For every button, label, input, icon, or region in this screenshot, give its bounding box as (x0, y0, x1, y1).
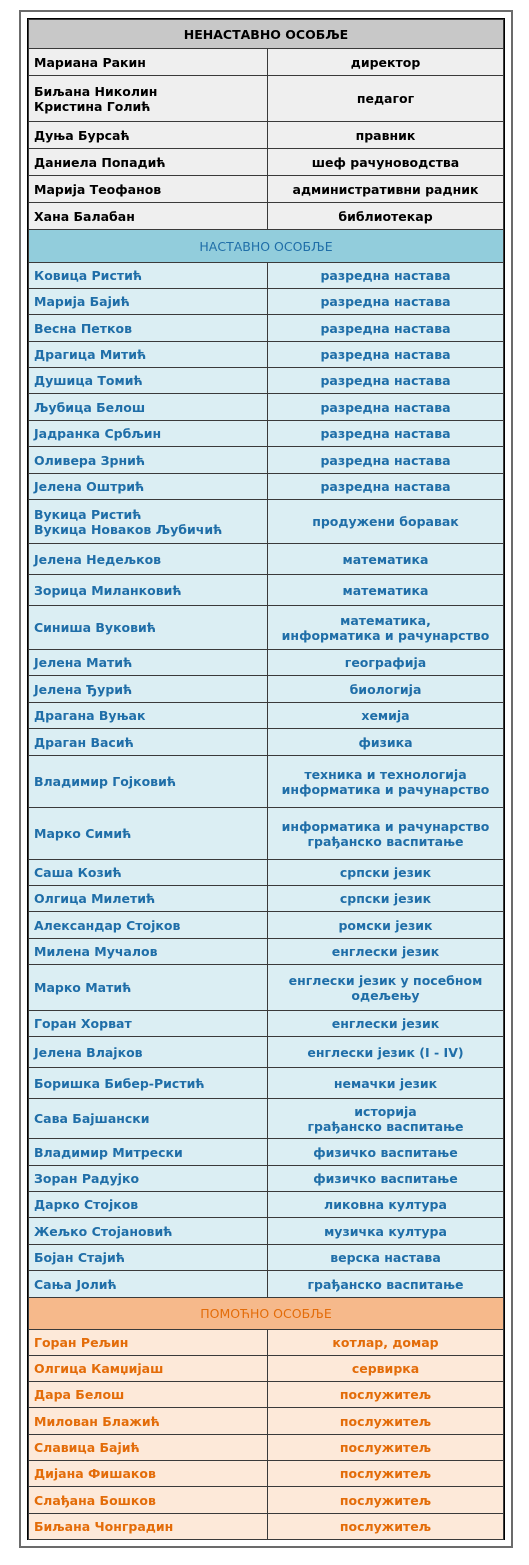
staff-role (268, 1218, 504, 1245)
staff-name-line: Вукица Ристић (34, 506, 142, 522)
staff-name (29, 1408, 268, 1435)
table-row (29, 1408, 504, 1435)
staff-name-line: Саша Козић (34, 865, 122, 880)
staff-role-line: хемија (361, 708, 410, 723)
staff-name-line: Јелена Недељков (34, 551, 162, 567)
staff-role (268, 1356, 504, 1382)
table-row (29, 203, 504, 230)
staff-name (29, 1356, 268, 1382)
staff-name-line: Оливера Зрнић (34, 452, 146, 468)
staff-role (268, 263, 504, 289)
staff-name (29, 1514, 268, 1540)
table-row (29, 860, 504, 886)
staff-name-line: Хана Балабан (34, 208, 135, 224)
staff-name-line: Милован Блажић (34, 1413, 160, 1429)
staff-name (29, 676, 268, 703)
table-row (29, 650, 504, 676)
staff-role-line: послужитељ (339, 1440, 432, 1455)
staff-name-line: Зоран Радујко (34, 1171, 140, 1186)
staff-name-line: Горан Рељин (34, 1335, 129, 1350)
table-row (29, 965, 504, 1011)
staff-name-line: Вукица Новаков Љубичић (34, 521, 223, 537)
staff-role-line: разредна настава (320, 399, 451, 415)
table-row (29, 1514, 504, 1540)
staff-name-line: Дијана Фишаков (34, 1466, 156, 1481)
table-row (29, 500, 504, 544)
staff-role-line: музичка култура (324, 1223, 447, 1239)
table-row (29, 1139, 504, 1166)
staff-table-inner (27, 18, 505, 1540)
section-title: ПОМОЋНО ОСОБЉЕ (29, 1298, 504, 1330)
staff-name-line: Биљана Николин (34, 83, 158, 99)
table-row (29, 394, 504, 421)
staff-name (29, 1011, 268, 1037)
staff-role-line: верска настава (330, 1250, 441, 1265)
section-title: НЕНАСТАВНО ОСОБЉЕ (29, 20, 504, 49)
staff-role (268, 289, 504, 315)
staff-name-line: Марија Бајић (34, 294, 130, 309)
staff-role-line: послужитељ (339, 1387, 432, 1402)
staff-role-line: математика, (340, 612, 431, 628)
staff-role (268, 1139, 504, 1166)
staff-name (29, 263, 268, 289)
staff-name-line: Драган Васић (34, 734, 134, 750)
table-row (29, 729, 504, 756)
staff-name-line: Боришка Бибер-Ристић (34, 1075, 205, 1091)
staff-name (29, 912, 268, 939)
table-row (29, 1218, 504, 1245)
staff-role-line: послужитељ (339, 1492, 432, 1508)
staff-name-line: Јелена Оштрић (34, 479, 145, 494)
staff-role (268, 1011, 504, 1037)
staff-name (29, 1330, 268, 1356)
staff-role (268, 1166, 504, 1192)
staff-name-line: Сава Бајшански (34, 1111, 150, 1126)
staff-name (29, 1192, 268, 1218)
staff-role (268, 203, 504, 230)
table-row (29, 421, 504, 447)
staff-role (268, 544, 504, 575)
staff-name (29, 1382, 268, 1408)
table-row (29, 1166, 504, 1192)
table-row (29, 1037, 504, 1068)
staff-role (268, 315, 504, 342)
table-row (29, 176, 504, 203)
staff-name-line: Слађана Бошков (34, 1492, 156, 1508)
section-header-teach (29, 230, 504, 263)
table-row (29, 756, 504, 808)
staff-name-line: Марко Симић (34, 826, 132, 841)
staff-role-line: разредна настава (320, 268, 451, 283)
staff-role (268, 756, 504, 808)
table-row (29, 342, 504, 368)
staff-role-line: ликовна култура (324, 1197, 447, 1212)
staff-name (29, 965, 268, 1011)
staff-name (29, 474, 268, 500)
section-header-non (29, 20, 504, 49)
staff-name (29, 1435, 268, 1461)
staff-role-line: разредна настава (320, 452, 451, 468)
table-row (29, 289, 504, 315)
staff-name-line: Весна Петков (34, 320, 133, 336)
staff-role (268, 1099, 504, 1139)
staff-name (29, 49, 268, 76)
staff-role (268, 676, 504, 703)
staff-name (29, 729, 268, 756)
staff-role-line: информатика и рачунарство (281, 818, 490, 834)
table-row (29, 676, 504, 703)
staff-role-line: историја (354, 1103, 417, 1119)
staff-role-line: грађанско васпитање (307, 1118, 464, 1134)
staff-name (29, 1099, 268, 1139)
staff-role (268, 1245, 504, 1271)
table-row (29, 808, 504, 860)
staff-role (268, 1068, 504, 1099)
staff-role (268, 394, 504, 421)
staff-role (268, 703, 504, 729)
staff-name (29, 203, 268, 230)
staff-role-line: продужени боравак (312, 514, 459, 529)
staff-name-line: Дуња Бурсаћ (34, 127, 130, 143)
table-row (29, 1099, 504, 1139)
table-row (29, 1461, 504, 1487)
staff-name-line: Јелена Матић (34, 655, 133, 670)
section-title: НАСТАВНО ОСОБЉЕ (29, 230, 504, 263)
staff-name-line: Драгица Митић (34, 347, 147, 362)
staff-role-line: послужитељ (339, 1466, 432, 1481)
table-row (29, 575, 504, 606)
staff-name-line: Владимир Митрески (34, 1144, 183, 1160)
table-row (29, 368, 504, 394)
staff-role-line: енглески језик у посебном (288, 972, 483, 988)
staff-name (29, 1245, 268, 1271)
staff-role-line: енглески језик (331, 944, 440, 959)
staff-role (268, 122, 504, 149)
staff-name (29, 606, 268, 650)
staff-role (268, 912, 504, 939)
staff-role (268, 500, 504, 544)
table-row (29, 447, 504, 474)
staff-role-line: физика (358, 734, 413, 750)
staff-role (268, 1382, 504, 1408)
staff-role-line: одељењу (351, 987, 420, 1003)
staff-name (29, 176, 268, 203)
staff-role-line: географија (344, 655, 427, 670)
staff-role-line: математика (342, 582, 429, 598)
staff-name (29, 1166, 268, 1192)
staff-name-line: Јелена Влајков (34, 1044, 143, 1060)
staff-role (268, 1487, 504, 1514)
staff-role-line: разредна настава (320, 320, 451, 336)
staff-name (29, 650, 268, 676)
staff-role (268, 176, 504, 203)
staff-name (29, 368, 268, 394)
staff-name-line: Душица Томић (34, 373, 143, 388)
staff-name (29, 544, 268, 575)
table-row (29, 939, 504, 965)
staff-role-line: педагог (356, 91, 415, 106)
staff-role-line: српски језик (339, 891, 432, 906)
staff-role (268, 860, 504, 886)
staff-name (29, 447, 268, 474)
table-row (29, 1245, 504, 1271)
staff-name (29, 886, 268, 912)
staff-role-line: грађанско васпитање (307, 1276, 464, 1292)
staff-role (268, 1435, 504, 1461)
staff-name-line: Жељко Стојановић (34, 1223, 173, 1239)
staff-name-line: Биљана Чонградин (34, 1519, 174, 1534)
staff-role-line: информатика и рачунарство (281, 627, 490, 643)
staff-name-line: Зорица Миланковић (34, 582, 182, 598)
staff-role (268, 1271, 504, 1298)
staff-name (29, 76, 268, 122)
staff-table (28, 19, 504, 1540)
staff-name (29, 1487, 268, 1514)
staff-name-line: Олгица Камџијаш (34, 1361, 164, 1376)
staff-role-line: техника и технологија (304, 766, 467, 782)
staff-role-line: биологија (349, 681, 422, 697)
staff-role-line: српски језик (339, 865, 432, 880)
staff-name (29, 1068, 268, 1099)
staff-role-line: физичко васпитање (313, 1171, 458, 1186)
staff-name (29, 342, 268, 368)
staff-role-line: енглески језик (I - IV) (307, 1044, 464, 1060)
staff-name (29, 575, 268, 606)
staff-role (268, 939, 504, 965)
staff-name (29, 703, 268, 729)
staff-role (268, 729, 504, 756)
table-row (29, 1192, 504, 1218)
staff-name (29, 1037, 268, 1068)
staff-name (29, 289, 268, 315)
staff-table-frame (19, 10, 513, 1548)
staff-role (268, 421, 504, 447)
staff-name-line: Горан Хорват (34, 1016, 132, 1031)
table-row (29, 149, 504, 176)
staff-role (268, 606, 504, 650)
staff-role-line: енглески језик (331, 1016, 440, 1031)
staff-name (29, 1461, 268, 1487)
staff-name-line: Милена Мучалов (34, 944, 158, 959)
staff-role (268, 149, 504, 176)
table-row (29, 315, 504, 342)
staff-role (268, 886, 504, 912)
staff-role (268, 808, 504, 860)
staff-name (29, 1218, 268, 1245)
staff-name (29, 122, 268, 149)
staff-role-line: послужитељ (339, 1413, 432, 1429)
table-row (29, 1330, 504, 1356)
staff-role-line: правник (355, 127, 416, 143)
staff-role (268, 49, 504, 76)
staff-role-line: библиотекар (338, 208, 433, 224)
staff-role-line: шеф рачуноводства (311, 154, 460, 170)
staff-role-line: директор (350, 54, 421, 70)
staff-role (268, 575, 504, 606)
staff-role (268, 650, 504, 676)
staff-role-line: грађанско васпитање (307, 833, 464, 849)
staff-role (268, 1330, 504, 1356)
staff-name-line: Синиша Вуковић (34, 620, 156, 635)
staff-name (29, 315, 268, 342)
table-row (29, 1068, 504, 1099)
staff-name-line: Бојан Стајић (34, 1250, 125, 1265)
staff-role (268, 368, 504, 394)
staff-role-line: информатика и рачунарство (281, 781, 490, 797)
staff-name-line: Дарко Стојков (34, 1197, 139, 1212)
staff-role-line: послужитељ (339, 1519, 432, 1534)
staff-role-line: административни радник (292, 181, 479, 197)
table-row (29, 703, 504, 729)
staff-role-line: разредна настава (320, 479, 451, 494)
staff-name-line: Ковица Ристић (34, 268, 143, 283)
staff-name-line: Сања Јолић (34, 1276, 117, 1292)
staff-name-line: Љубица Белош (34, 399, 146, 415)
staff-name (29, 1139, 268, 1166)
staff-role-line: ромски језик (338, 917, 433, 933)
staff-role-line: разредна настава (320, 294, 451, 309)
staff-name-line: Марко Матић (34, 980, 132, 995)
staff-role-line: физичко васпитање (313, 1144, 458, 1160)
table-row (29, 886, 504, 912)
staff-role (268, 342, 504, 368)
staff-name (29, 860, 268, 886)
staff-role-line: разредна настава (320, 347, 451, 362)
staff-name (29, 500, 268, 544)
staff-role (268, 1461, 504, 1487)
staff-name-line: Јелена Ђурић (34, 681, 133, 697)
staff-name-line: Мариана Ракин (34, 54, 146, 70)
table-row (29, 1435, 504, 1461)
staff-name-line: Олгица Милетић (34, 891, 156, 906)
staff-name (29, 394, 268, 421)
table-row (29, 49, 504, 76)
staff-name-line: Кристина Голић (34, 98, 151, 114)
staff-name-line: Јадранка Србљин (34, 426, 162, 441)
staff-role (268, 1037, 504, 1068)
staff-name-line: Александар Стојков (34, 917, 181, 933)
staff-role (268, 965, 504, 1011)
table-row (29, 1487, 504, 1514)
staff-role (268, 474, 504, 500)
staff-name-line: Славица Бајић (34, 1440, 140, 1455)
staff-name-line: Драгана Вуњак (34, 708, 146, 723)
staff-role (268, 447, 504, 474)
table-row (29, 263, 504, 289)
section-header-aux (29, 1298, 504, 1330)
staff-role (268, 76, 504, 122)
staff-name (29, 808, 268, 860)
table-row (29, 544, 504, 575)
staff-role-line: разредна настава (320, 426, 451, 441)
staff-role (268, 1514, 504, 1540)
staff-role-line: немачки језик (333, 1075, 438, 1091)
staff-name (29, 1271, 268, 1298)
staff-role-line: сервирка (351, 1361, 420, 1376)
staff-role (268, 1408, 504, 1435)
table-row (29, 76, 504, 122)
table-row (29, 606, 504, 650)
table-row (29, 912, 504, 939)
staff-name (29, 756, 268, 808)
table-row (29, 1356, 504, 1382)
staff-role-line: математика (342, 551, 429, 567)
staff-role-line: разредна настава (320, 373, 451, 388)
staff-name (29, 939, 268, 965)
staff-role-line: котлар, домар (332, 1335, 439, 1350)
staff-name-line: Марија Теофанов (34, 181, 162, 197)
table-row (29, 122, 504, 149)
staff-name-line: Дара Белош (34, 1387, 125, 1402)
staff-name-line: Владимир Гојковић (34, 774, 177, 789)
table-row (29, 474, 504, 500)
table-row (29, 1011, 504, 1037)
table-row (29, 1382, 504, 1408)
table-row (29, 1271, 504, 1298)
staff-name (29, 421, 268, 447)
staff-role (268, 1192, 504, 1218)
staff-name-line: Даниела Попадић (34, 154, 166, 170)
staff-name (29, 149, 268, 176)
